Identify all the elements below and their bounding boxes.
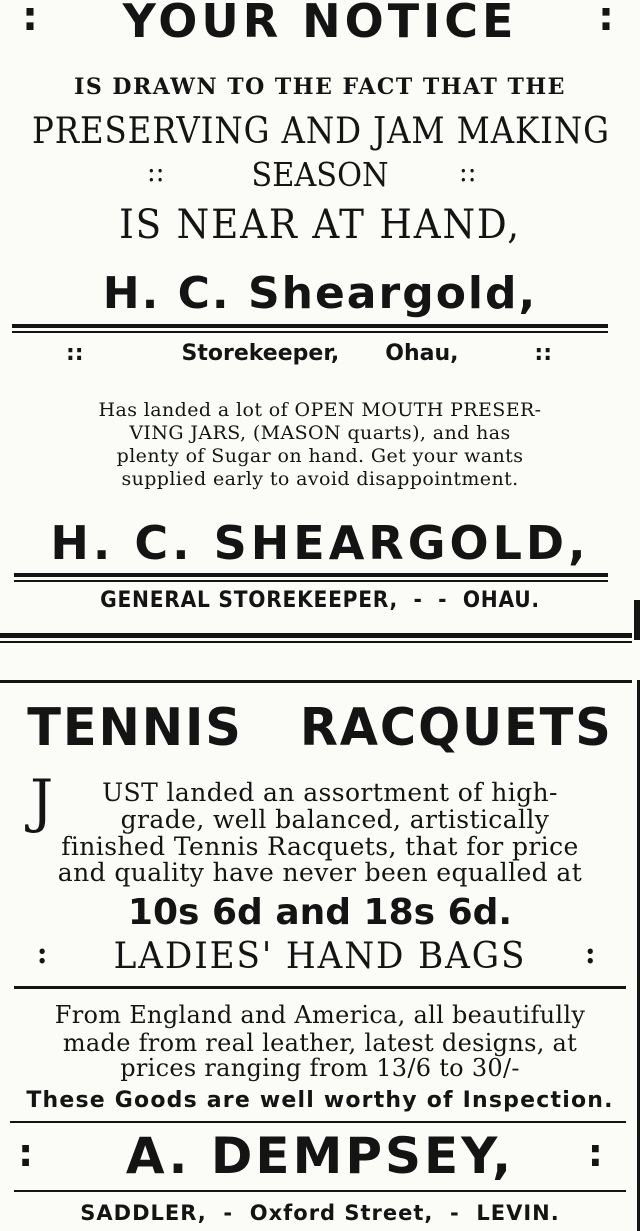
dempsey-dots-right: :	[587, 1131, 606, 1175]
tennis-body-line: and quality have never been equalled at	[57, 858, 583, 887]
bags-colon-left: :	[36, 936, 50, 971]
drop-cap: J	[30, 767, 54, 835]
ad-separator-rule	[0, 633, 632, 638]
storekeeper-text: Storekeeper, Ohau,	[181, 341, 459, 366]
body-line: Has landed a lot of OPEN MOUTH PRESER-	[98, 399, 542, 421]
season-colon-right: ::	[459, 155, 477, 188]
divider-rule	[12, 324, 608, 328]
sheargold-name-caps: H. C. SHEARGOLD,	[50, 516, 590, 570]
store-colon-left: ::	[66, 341, 84, 366]
headline-text: YOUR NOTICE	[122, 0, 518, 48]
bags-colon-right: :	[584, 936, 598, 971]
ad-separator-rule	[0, 680, 632, 683]
headline-colon-right: :	[598, 0, 618, 40]
season-text: SEASON	[251, 155, 389, 194]
hand-bags-line	[16, 936, 624, 977]
body-line: VING JARS, (MASON quarts), and has	[129, 422, 511, 444]
tennis-body-line: UST landed an assortment of high-	[102, 778, 558, 807]
bags-body-line: From England and America, all beautifully	[54, 1001, 586, 1029]
divider-rule	[10, 1121, 626, 1123]
headline-colon-left: :	[22, 0, 42, 40]
ad-separator-rule-thin	[0, 641, 632, 643]
divider-rule	[14, 986, 626, 989]
price-line: 10s 6d and 18s 6d.	[127, 892, 513, 933]
dempsey-dots-left: :	[18, 1131, 37, 1175]
near-at-hand-line: IS NEAR AT HAND,	[119, 202, 521, 248]
your-notice-headline	[0, 0, 640, 48]
tennis-body-line: grade, well balanced, artistically	[120, 805, 550, 834]
divider-rule-thin	[12, 331, 608, 333]
divider-rule-thin	[14, 580, 608, 582]
dempsey-name-text: A. DEMPSEY,	[125, 1127, 515, 1185]
store-colon-right: ::	[534, 341, 552, 366]
divider-rule	[14, 573, 608, 577]
bags-body-line: made from real leather, latest designs, at	[62, 1029, 578, 1057]
body-line: supplied early to avoid disappointment.	[121, 468, 519, 490]
column-edge	[634, 600, 640, 640]
divider-rule	[14, 1190, 626, 1192]
saddler-footer: SADDLER, - Oxford Street, - LEVIN.	[80, 1201, 560, 1225]
preserving-line: PRESERVING AND JAM MAKING	[32, 111, 610, 152]
dempsey-name	[0, 1127, 640, 1185]
drawn-line: IS DRAWN TO THE FACT THAT THE	[74, 74, 566, 100]
bags-body-line: prices ranging from 13/6 to 30/-	[120, 1054, 520, 1082]
season-line	[26, 155, 615, 194]
tennis-body-line: finished Tennis Racquets, that for price	[61, 832, 579, 861]
hand-bags-text: LADIES' HAND BAGS	[113, 936, 527, 977]
tennis-racquets-headline: TENNIS RACQUETS	[27, 698, 613, 758]
season-colon-left: ::	[147, 155, 165, 188]
general-storekeeper-footer: GENERAL STOREKEEPER, - - OHAU.	[100, 588, 540, 613]
storekeeper-line	[0, 341, 640, 366]
body-line: plenty of Sugar on hand. Get your wants	[116, 445, 524, 467]
sheargold-name: H. C. Sheargold,	[102, 268, 538, 319]
inspection-line: These Goods are well worthy of Inspection.	[26, 1088, 614, 1113]
